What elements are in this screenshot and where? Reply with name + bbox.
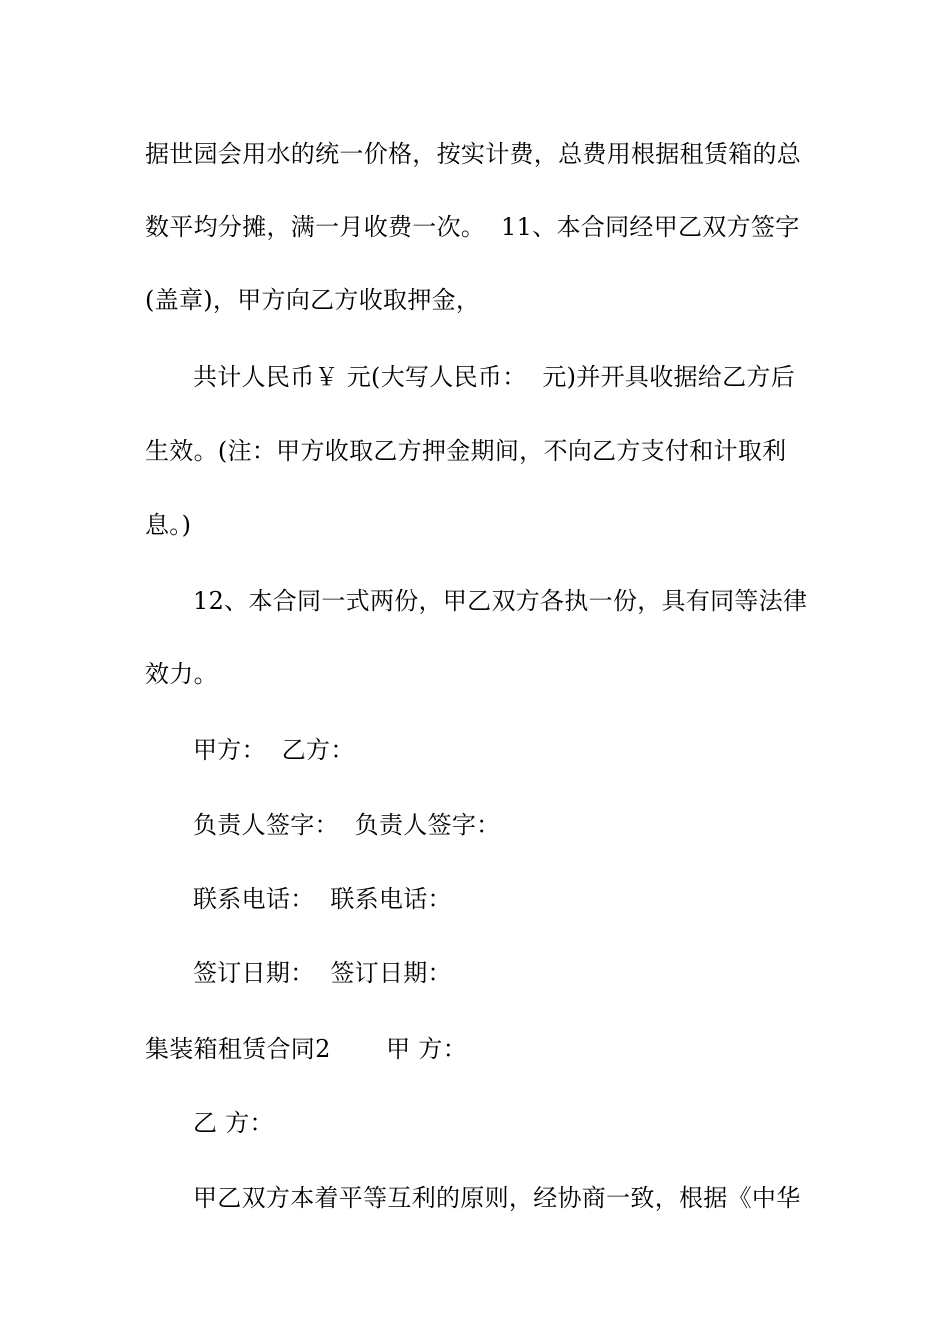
text-line-3: (盖章)，甲方向乙方收取押金， bbox=[145, 286, 481, 314]
text-line-5: 生效。(注：甲方收取乙方押金期间，不向乙方支付和计取利 bbox=[145, 437, 787, 465]
text-line-1: 据世园会用水的统一价格，按实计费，总费用根据租赁箱的总 bbox=[145, 140, 802, 168]
text-line-2: 数平均分摊，满一月收费一次。 11、本合同经甲乙双方签字 bbox=[145, 213, 800, 241]
text-line-15: 甲乙双方本着平等互利的原则，经协商一致，根据《中华 bbox=[193, 1184, 801, 1212]
signature-phone-line: 联系电话： 联系电话： bbox=[193, 885, 452, 913]
text-line-4: 共计人民币￥ 元(大写人民币： 元)并开具收据给乙方后 bbox=[193, 363, 796, 391]
text-line-7: 12、本合同一式两份，甲乙双方各执一份，具有同等法律 bbox=[193, 587, 808, 615]
text-line-8: 效力。 bbox=[145, 660, 218, 688]
text-line-6: 息。) bbox=[145, 511, 192, 539]
party-b-line: 乙 方： bbox=[193, 1109, 274, 1137]
signature-date-line: 签订日期： 签订日期： bbox=[193, 959, 452, 987]
contract-title-line: 集装箱租赁合同2 甲 方： bbox=[145, 1035, 467, 1063]
signature-party-line: 甲方： 乙方： bbox=[193, 736, 355, 764]
signature-person-line: 负责人签字： 负责人签字： bbox=[193, 811, 501, 839]
